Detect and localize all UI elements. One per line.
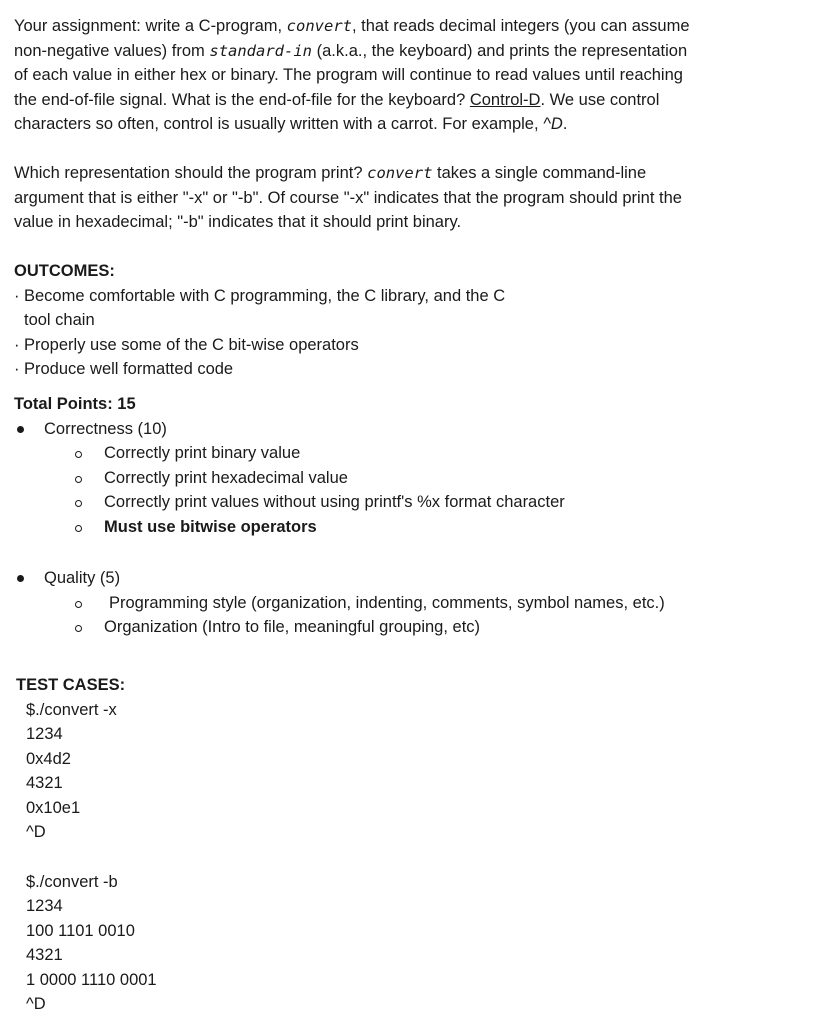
rubric-subitem (14, 515, 804, 540)
subitem-text: Correctly print binary value (104, 444, 301, 462)
middot-bullet: · (14, 360, 20, 378)
test-line: 1 0000 1110 0001 (26, 970, 157, 989)
subitem-text: Must use bitwise operators (104, 517, 317, 536)
intro-text: , that reads decimal integers (you can assume (352, 17, 690, 35)
middot-bullet: · (14, 286, 20, 305)
para2-line-1 (14, 161, 804, 186)
circle-bullet-icon (75, 601, 82, 608)
intro-text: the end-of-file signal. What is the end-of-file for the keyboard? (14, 90, 470, 109)
test-line: 1234 (26, 897, 63, 915)
rubric-item-quality (14, 566, 804, 591)
test-line: 4321 (26, 774, 63, 792)
outcome-item (14, 333, 804, 358)
intro-line-4 (14, 88, 804, 113)
intro-line-2 (14, 39, 804, 64)
control-d-link[interactable]: Control-D (469, 90, 541, 109)
quality-section (14, 566, 804, 640)
rubric-item-correctness (14, 417, 804, 442)
bullet-icon (17, 575, 24, 582)
intro-text: . We use control (540, 90, 660, 109)
test-line: 1234 (26, 725, 63, 743)
test-line: 100 1101 0010 (26, 921, 135, 940)
para2-line-2: argument that is either "-x" or "-b". Of course "-x" indicates that the program should print the (14, 188, 682, 207)
subitem-text: Correctly print hexadecimal value (104, 468, 348, 487)
para2-line-3: value in hexadecimal; "-b" indicates that it should print binary. (14, 213, 462, 231)
circle-bullet-icon (75, 476, 82, 483)
outcomes-heading: OUTCOMES: (14, 262, 115, 280)
test-cases-section (16, 673, 806, 1017)
rubric-subitem (14, 466, 804, 491)
bullet-icon (17, 426, 24, 433)
hex-test-case (16, 698, 806, 845)
intro-line-1 (14, 14, 804, 39)
rubric-subitem (14, 490, 804, 515)
intro-text: Your assignment: write a C-program, (14, 17, 287, 35)
intro-text: characters so often, control is usually written with a carrot. For example, (14, 115, 544, 133)
outcome-item-cont (14, 308, 804, 333)
subitem-text: Programming style (organization, indenting, comments, symbol names, etc.) (109, 593, 665, 612)
outcome-text: tool chain (24, 311, 95, 329)
outcome-text: Become comfortable with C programming, the C library, and the C (24, 286, 506, 305)
test-line: $./convert -b (26, 872, 118, 891)
points-heading: Total Points: 15 (14, 395, 136, 413)
circle-bullet-icon (75, 625, 82, 632)
test-line: ^D (26, 823, 46, 841)
middot-bullet: · (14, 335, 20, 354)
outcome-item (14, 357, 804, 382)
subitem-text: Organization (Intro to file, meaningful grouping, etc) (104, 618, 481, 636)
program-name: convert (367, 164, 433, 182)
test-line: ^D (26, 995, 46, 1013)
para2-text: Which representation should the program print? (14, 164, 368, 182)
intro-line-3: of each value in either hex or binary. The program will continue to read values until reaching (14, 66, 683, 84)
intro-text: non-negative values) from (14, 41, 210, 60)
outcomes-section (14, 259, 804, 382)
outcome-text: Properly use some of the C bit-wise operators (24, 335, 359, 354)
test-line: $./convert -x (26, 700, 117, 719)
test-line: 0x10e1 (26, 798, 81, 817)
intro-line-5 (14, 112, 804, 137)
intro-paragraph (14, 14, 804, 137)
rubric-subitem (14, 615, 804, 640)
circle-bullet-icon (75, 451, 82, 458)
representation-paragraph (14, 161, 804, 235)
para2-text: takes a single command-line (432, 164, 647, 182)
intro-text: (a.k.a., the keyboard) and prints the representation (312, 41, 688, 60)
test-cases-heading: TEST CASES: (16, 676, 126, 694)
rubric-subitem (14, 591, 804, 616)
program-name: convert (286, 17, 352, 35)
ctrl-d-notation: ^D (543, 115, 563, 133)
rubric-label: Correctness (10) (44, 419, 167, 438)
circle-bullet-icon (75, 500, 82, 507)
rubric-label: Quality (5) (44, 569, 121, 587)
points-section (14, 392, 804, 539)
outcome-text: Produce well formatted code (24, 360, 234, 378)
test-line: 4321 (26, 946, 63, 964)
subitem-text: Correctly print values without using printf's %x format character (104, 493, 565, 511)
rubric-subitem (14, 441, 804, 466)
outcome-item (14, 284, 804, 309)
circle-bullet-icon (75, 525, 82, 532)
standard-in-code: standard-in (209, 41, 313, 60)
intro-text: . (562, 115, 568, 133)
test-line: 0x4d2 (26, 749, 71, 768)
binary-test-case (16, 870, 806, 1017)
